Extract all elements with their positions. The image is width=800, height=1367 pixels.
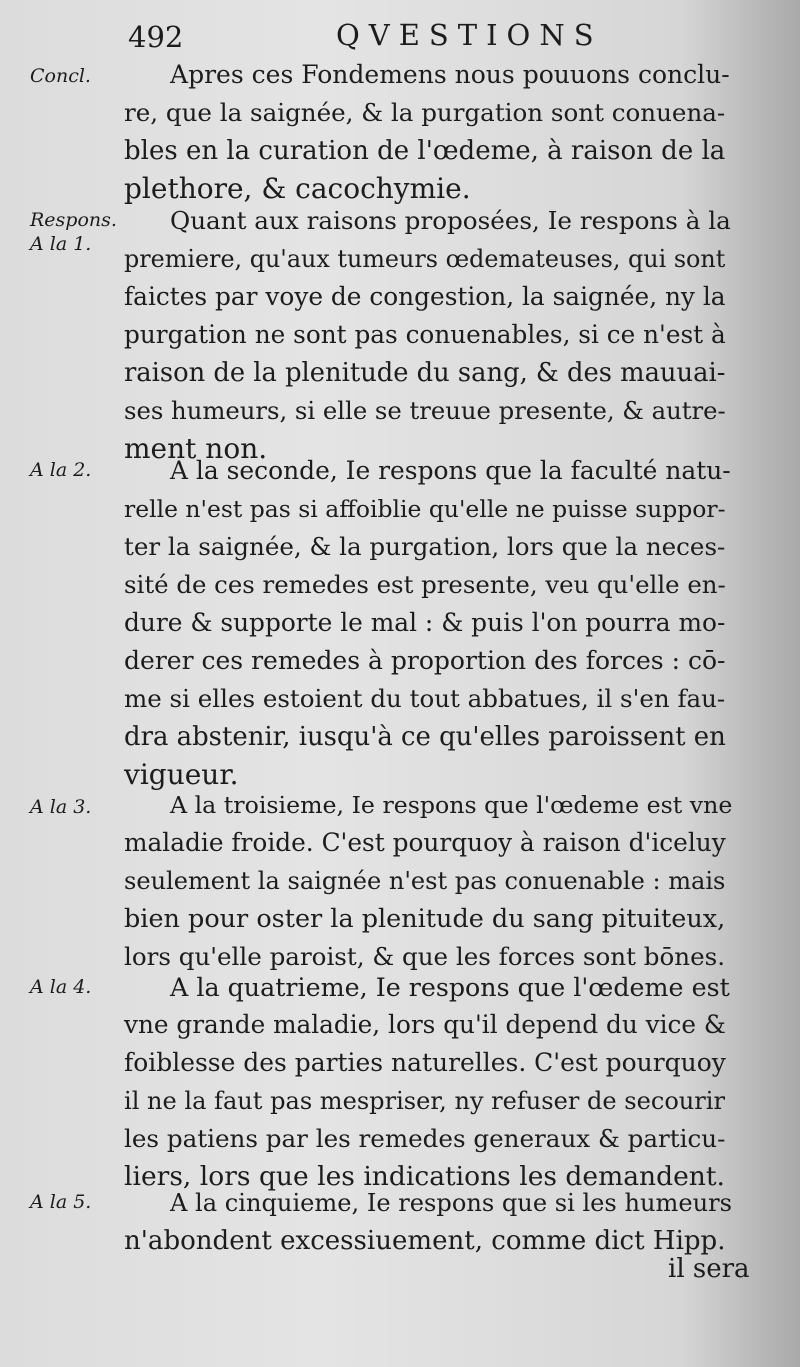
text-line: lors qu'elle paroist, & que les forces sont bōnes. [124, 942, 726, 971]
text-line: dra abstenir, iusqu'à ce qu'elles paroissent en [124, 722, 726, 752]
text-line: bien pour oster la plenitude du sang pituiteux, [124, 904, 726, 934]
margin-note-a-la-5: A la 5. [30, 1191, 92, 1213]
margin-note-a-la-4: A la 4. [30, 976, 92, 998]
text-line: raison de la plenitude du sang, & des mauuai- [124, 358, 726, 388]
text-line: re, que la saignée, & la purgation sont conuena- [124, 98, 726, 127]
page-header [0, 18, 800, 58]
paragraph-response-5 [124, 1184, 738, 1260]
text-line: premiere, qu'aux tumeurs œdemateuses, qui sont [124, 245, 726, 273]
text-line: Quant aux raisons proposées, Ie respons à la [170, 206, 731, 235]
text-line: vne grande maladie, lors qu'il depend du vice & [124, 1010, 726, 1039]
text-line: derer ces remedes à proportion des forces : cō- [124, 646, 726, 675]
text-line: ment non. [124, 432, 268, 465]
text-line: vigueur. [124, 758, 239, 791]
margin-note-respons: Respons. A la 1. [30, 209, 117, 255]
text-line: seulement la saignée n'est pas conuenable : mais [124, 867, 726, 895]
text-line: foiblesse des parties naturelles. C'est pourquoy [124, 1048, 726, 1077]
text-line: A la quatrieme, Ie respons que l'œdeme est [170, 972, 730, 1002]
margin-note-concl: Concl. [30, 65, 91, 87]
catchword: il sera [668, 1254, 750, 1284]
text-line: purgation ne sont pas conuenables, si ce n'est à [124, 320, 726, 349]
text-line: Apres ces Fondemens nous pouuons conclu- [170, 60, 730, 89]
text-line: sité de ces remedes est presente, veu qu'elle en- [124, 570, 726, 599]
text-line: il ne la faut pas mespriser, ny refuser de secourir [124, 1087, 725, 1115]
text-line: A la cinquieme, Ie respons que si les humeurs [170, 1189, 732, 1217]
text-line: liers, lors que les indications les demandent. [124, 1161, 725, 1192]
paragraph-response-4 [124, 968, 738, 1196]
text-line: n'abondent excessiuement, comme dict Hipp. [124, 1226, 726, 1256]
paragraph-response-2 [124, 452, 738, 794]
paragraph-response-1 [124, 202, 738, 468]
text-line: maladie froide. C'est pourquoy à raison d'iceluy [124, 828, 726, 857]
paragraph-conclusion [124, 56, 738, 208]
text-line: A la seconde, Ie respons que la faculté natu- [170, 456, 731, 485]
text-line: dure & supporte le mal : & puis l'on pourra mo- [124, 608, 726, 637]
page-number: 492 [128, 20, 184, 54]
margin-note-a-la-3: A la 3. [30, 796, 92, 818]
running-head: QVESTIONS [336, 18, 603, 52]
text-line: me si elles estoient du tout abbatues, il s'en fau- [124, 684, 726, 713]
text-line: ses humeurs, si elle se treuue presente, & autre- [124, 396, 726, 425]
text-line: les patiens par les remedes generaux & particu- [124, 1124, 726, 1153]
text-line: relle n'est pas si affoiblie qu'elle ne puisse suppor- [124, 495, 726, 523]
text-line: A la troisieme, Ie respons que l'œdeme est vne [170, 791, 733, 819]
margin-note-a-la-2: A la 2. [30, 459, 92, 481]
text-line: plethore, & cacochymie. [124, 172, 471, 205]
text-line: faictes par voye de congestion, la saignée, ny la [124, 282, 726, 311]
text-line: ter la saignée, & la purgation, lors que la neces- [124, 532, 726, 561]
text-line: bles en la curation de l'œdeme, à raison de la [124, 136, 726, 166]
paragraph-response-3 [124, 786, 738, 976]
